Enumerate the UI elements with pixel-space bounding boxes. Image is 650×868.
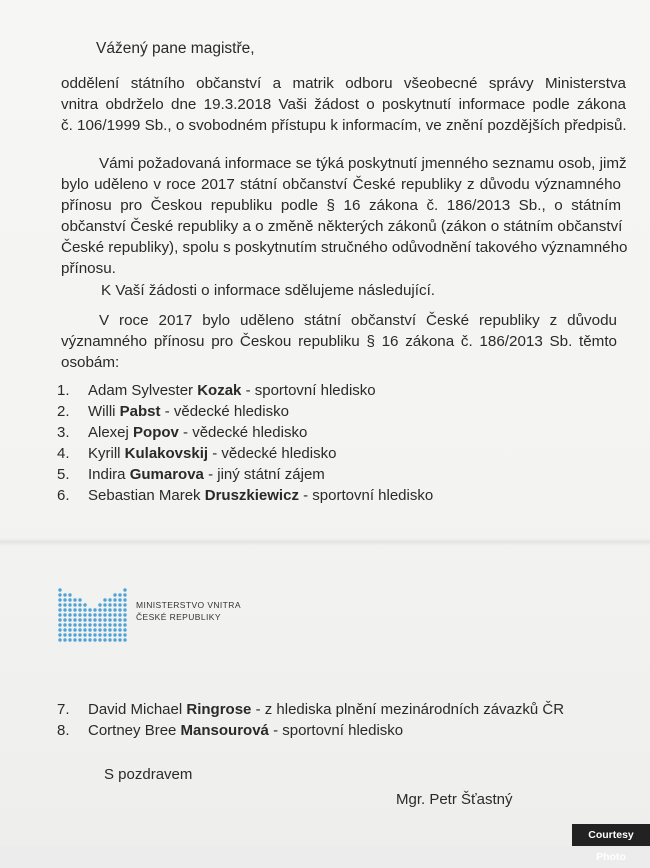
person-first-name: Adam Sylvester — [88, 382, 194, 399]
logo-dot — [78, 598, 81, 601]
logo-dot — [83, 628, 86, 631]
paragraph-line: č. 106/1999 Sb., o svobodném přístupu k informacím, ve znění pozdějších předpisů. — [61, 117, 627, 134]
logo-dot — [88, 618, 91, 621]
logo-dot — [103, 613, 106, 616]
logo-dot — [83, 603, 86, 606]
logo-dot — [58, 593, 61, 596]
logo-dot — [113, 633, 116, 636]
person-first-name: Alexej — [88, 424, 129, 441]
signature: Mgr. Petr Šťastný — [396, 791, 513, 808]
logo-dot — [78, 613, 81, 616]
logo-dot — [98, 638, 101, 641]
logo-dot — [73, 608, 76, 611]
photo-credit: Courtesy Photo — [572, 824, 650, 846]
logo-dot — [68, 628, 71, 631]
logo-dot — [73, 618, 76, 621]
paragraph-2 — [61, 153, 628, 279]
paragraph-line: V roce 2017 bylo uděleno státní občanství České republiky z důvodu — [99, 312, 617, 329]
logo-dot — [78, 633, 81, 636]
logo-dot — [58, 588, 61, 591]
logo-dot — [73, 628, 76, 631]
logo-line-2: ČESKÉ REPUBLIKY — [136, 612, 221, 622]
paragraph-line: vnitra obdrželo dne 19.3.2018 Vaši žádost o poskytnutí informace podle zákona — [61, 96, 626, 113]
logo-dot — [108, 603, 111, 606]
logo-dot — [103, 603, 106, 606]
logo-dot — [63, 598, 66, 601]
logo-dot — [113, 608, 116, 611]
logo-dot — [123, 638, 126, 641]
list-item — [57, 422, 433, 443]
person-first-name: Sebastian Marek — [88, 487, 201, 504]
logo-dot — [103, 633, 106, 636]
logo-dot — [103, 598, 106, 601]
logo-dot — [88, 623, 91, 626]
person-surname: Druszkiewicz — [204, 487, 299, 504]
person-surname: Kulakovskij — [124, 445, 209, 462]
logo-dot — [118, 628, 121, 631]
logo-dot — [58, 628, 61, 631]
logo-dot — [113, 618, 116, 621]
logo-dot — [88, 638, 91, 641]
logo-dot — [63, 618, 66, 621]
logo-dot — [108, 618, 111, 621]
logo-dot — [108, 598, 111, 601]
logo-dot — [88, 633, 91, 636]
logo-dot — [68, 598, 71, 601]
logo-dot — [83, 613, 86, 616]
logo-dot — [63, 633, 66, 636]
page-break — [0, 538, 650, 546]
logo-dot — [88, 608, 91, 611]
logo-dot — [63, 608, 66, 611]
person-reason: - z hlediska plnění mezinárodních závazků ČR — [255, 701, 565, 718]
list-item — [57, 485, 433, 506]
person-first-name: Kyrill — [88, 445, 121, 462]
logo-dot — [68, 608, 71, 611]
logo-dot — [83, 633, 86, 636]
paragraph-line: přínosu pro Českou republiku podle § 16 zákona č. 186/2013 Sb., o státním — [61, 197, 621, 214]
logo-dot — [68, 613, 71, 616]
logo-dot — [98, 618, 101, 621]
logo-dot — [73, 638, 76, 641]
logo-dot — [123, 613, 126, 616]
logo-dot — [103, 638, 106, 641]
list-item — [57, 464, 433, 485]
paragraph-3: K Vaší žádosti o informace sdělujeme následující. — [101, 282, 436, 299]
logo-dot — [118, 598, 121, 601]
logo-dot — [108, 613, 111, 616]
person-reason: - sportovní hledisko — [303, 487, 434, 504]
person-reason: - vědecké hledisko — [164, 403, 289, 420]
logo-dot — [118, 638, 121, 641]
logo-dot — [98, 603, 101, 606]
logo-dot — [108, 633, 111, 636]
person-reason: - sportovní hledisko — [245, 382, 376, 399]
logo-dot — [78, 603, 81, 606]
logo-dot — [113, 593, 116, 596]
logo-dot — [58, 618, 61, 621]
logo-dot — [63, 638, 66, 641]
list-number: 3. — [57, 424, 70, 441]
logo-dot — [63, 628, 66, 631]
logo-dot — [58, 623, 61, 626]
logo-dot — [118, 603, 121, 606]
list-number: 7. — [57, 701, 70, 718]
logo-dot — [68, 593, 71, 596]
logo-dot — [58, 638, 61, 641]
logo-dot — [118, 633, 121, 636]
logo-dot — [108, 628, 111, 631]
list-number: 1. — [57, 382, 70, 399]
logo-dot — [93, 623, 96, 626]
logo-dot — [118, 593, 121, 596]
person-first-name: Cortney Bree — [88, 722, 177, 739]
logo-dot — [113, 623, 116, 626]
list-item — [57, 401, 433, 422]
logo-dot — [103, 618, 106, 621]
logo-dot — [88, 613, 91, 616]
person-surname: Ringrose — [186, 701, 252, 718]
logo-dot — [63, 603, 66, 606]
logo-dot — [93, 613, 96, 616]
logo-dot — [93, 628, 96, 631]
logo-dot — [73, 603, 76, 606]
paragraph-line: České republiky), spolu s poskytnutím stručného odůvodnění takového významného — [61, 239, 628, 256]
logo-dot — [118, 618, 121, 621]
logo-dot — [123, 608, 126, 611]
logo-dot — [113, 613, 116, 616]
logo-dot — [83, 618, 86, 621]
logo-dot — [68, 633, 71, 636]
person-first-name: Indira — [88, 466, 126, 483]
list-number: 8. — [57, 722, 70, 739]
logo-dot — [73, 598, 76, 601]
logo-dot — [93, 638, 96, 641]
logo-dot — [118, 613, 121, 616]
logo-dot — [93, 618, 96, 621]
logo-dot — [123, 633, 126, 636]
logo-dot — [118, 608, 121, 611]
logo-dot — [63, 593, 66, 596]
logo-dot — [123, 588, 126, 591]
logo-line-1: MINISTERSTVO VNITRA — [136, 600, 241, 610]
ministry-logo-text — [136, 599, 241, 623]
logo-dot — [78, 628, 81, 631]
logo-dot — [93, 633, 96, 636]
paragraph-line: oddělení státního občanství a matrik odboru všeobecné správy Ministerstva — [61, 75, 626, 92]
person-reason: - jiný státní zájem — [208, 466, 325, 483]
logo-dot — [113, 598, 116, 601]
person-surname: Gumarova — [129, 466, 204, 483]
logo-dot — [58, 598, 61, 601]
greeting: Vážený pane magistře, — [96, 40, 255, 57]
closing: S pozdravem — [104, 766, 193, 783]
logo-dot — [98, 628, 101, 631]
logo-dot — [58, 608, 61, 611]
logo-dot — [83, 638, 86, 641]
list-item — [57, 699, 564, 720]
person-surname: Popov — [133, 424, 179, 441]
logo-dot — [78, 608, 81, 611]
logo-dot — [123, 598, 126, 601]
logo-dot — [73, 613, 76, 616]
logo-dot — [73, 623, 76, 626]
logo-dot — [103, 623, 106, 626]
paragraph-line: Vámi požadovaná informace se týká poskytnutí jmenného seznamu osob, jimž — [99, 155, 627, 172]
logo-dot — [113, 638, 116, 641]
logo-dot — [93, 608, 96, 611]
logo-dot — [83, 608, 86, 611]
logo-dot — [78, 623, 81, 626]
logo-dot — [68, 623, 71, 626]
list-item — [57, 443, 433, 464]
person-surname: Pabst — [119, 403, 161, 420]
logo-dot — [113, 628, 116, 631]
logo-dot — [88, 628, 91, 631]
logo-dot — [83, 623, 86, 626]
person-reason: - vědecké hledisko — [212, 445, 337, 462]
paragraph-line: občanství České republiky a o změně některých zákonů (zákon o státním občanství — [61, 218, 623, 235]
paragraph-4 — [61, 310, 617, 373]
logo-dot — [78, 618, 81, 621]
logo-dot — [98, 633, 101, 636]
logo-dot — [98, 613, 101, 616]
logo-dot — [123, 618, 126, 621]
list-number: 5. — [57, 466, 70, 483]
list-number: 2. — [57, 403, 70, 420]
logo-dot — [108, 608, 111, 611]
logo-dot — [58, 613, 61, 616]
list-number: 6. — [57, 487, 70, 504]
list-item — [57, 720, 564, 741]
list-number: 4. — [57, 445, 70, 462]
logo-dot — [123, 628, 126, 631]
ministry-logo-icon — [57, 576, 129, 642]
paragraph-line: bylo uděleno v roce 2017 státní občanství České republiky z důvodu významného — [61, 176, 621, 193]
logo-dot — [68, 638, 71, 641]
person-surname: Mansourová — [180, 722, 269, 739]
logo-dot — [123, 603, 126, 606]
logo-dot — [68, 618, 71, 621]
persons-list-continued — [57, 699, 564, 741]
logo-dot — [98, 623, 101, 626]
persons-list — [57, 380, 433, 506]
logo-dot — [123, 593, 126, 596]
person-first-name: Willi — [88, 403, 116, 420]
paragraph-line: osobám: — [61, 354, 120, 371]
list-item — [57, 380, 433, 401]
paragraph-1 — [61, 73, 626, 136]
logo-dot — [63, 613, 66, 616]
logo-dot — [63, 623, 66, 626]
logo-dot — [68, 603, 71, 606]
logo-dot — [108, 623, 111, 626]
logo-dot — [118, 623, 121, 626]
paragraph-line: přínosu. — [61, 260, 116, 277]
logo-dot — [103, 608, 106, 611]
logo-dot — [103, 628, 106, 631]
person-surname: Kozak — [197, 382, 242, 399]
logo-dot — [58, 633, 61, 636]
logo-dot — [123, 623, 126, 626]
logo-dot — [78, 638, 81, 641]
logo-dot — [58, 603, 61, 606]
paragraph-line: významného přínosu pro Českou republiku § 16 zákona č. 186/2013 Sb. těmto — [61, 333, 617, 350]
logo-dot — [108, 638, 111, 641]
logo-dot — [73, 633, 76, 636]
person-reason: - vědecké hledisko — [183, 424, 308, 441]
person-reason: - sportovní hledisko — [273, 722, 404, 739]
person-first-name: David Michael — [88, 701, 183, 718]
logo-dot — [113, 603, 116, 606]
logo-dot — [98, 608, 101, 611]
